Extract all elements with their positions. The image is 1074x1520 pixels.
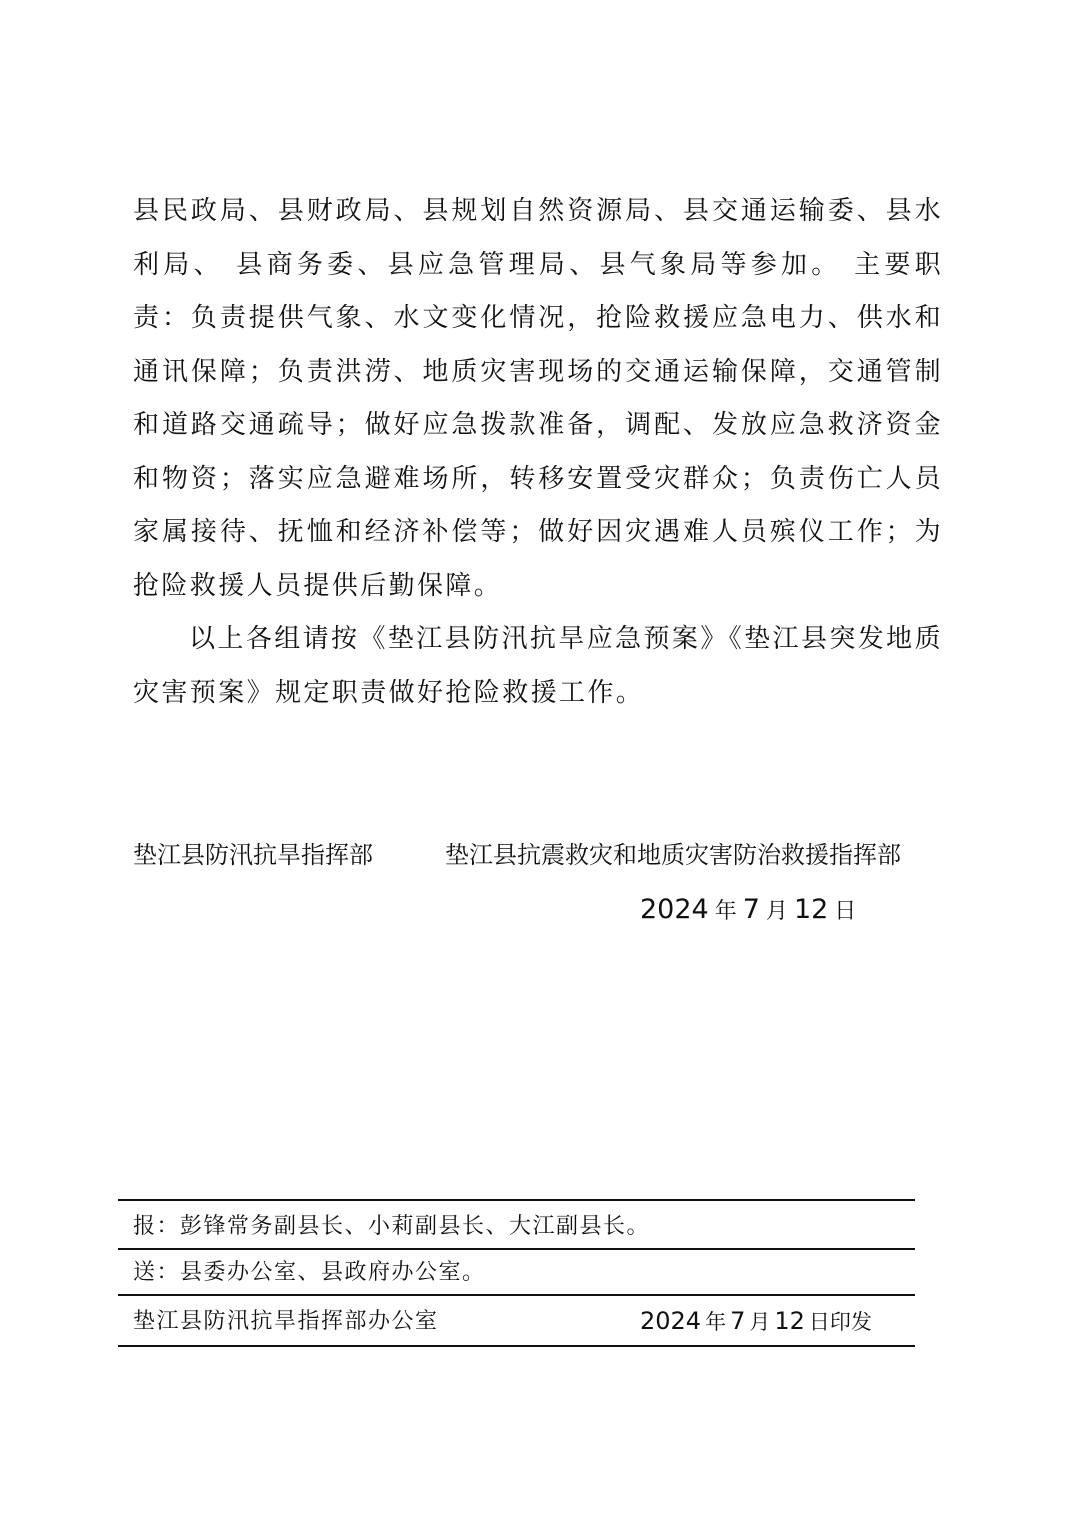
signature-org-flood-control: 垫江县防汛抗旱指挥部 <box>133 841 373 869</box>
footer-divider-bottom <box>118 1345 915 1347</box>
document-body <box>133 185 943 720</box>
footer-send-to: 送：县委办公室、县政府办公室。 <box>133 1260 486 1285</box>
issue-day-unit: 日印发 <box>808 1310 872 1334</box>
footer-issuer: 垫江县防汛抗旱指挥部办公室 <box>133 1309 439 1334</box>
issue-month-unit: 月 <box>749 1310 771 1334</box>
footer-divider <box>118 1248 915 1250</box>
date-year: 2024 <box>640 894 709 925</box>
date-year-unit: 年 <box>714 899 737 924</box>
footer-divider-top <box>118 1199 915 1201</box>
footer-divider <box>118 1294 915 1296</box>
signature-org-earthquake-relief: 垫江县抗震救灾和地质灾害防治救援指挥部 <box>445 841 901 869</box>
issue-year-unit: 年 <box>705 1310 727 1334</box>
date-month: 7 <box>742 894 760 925</box>
date-month-unit: 月 <box>765 899 788 924</box>
issue-month: 7 <box>730 1307 746 1335</box>
date-day: 12 <box>793 894 829 925</box>
footer-issue-date <box>640 1305 876 1339</box>
signature-date <box>640 890 862 932</box>
footer-report-to: 报：彭锋常务副县长、小莉副县长、大江副县长。 <box>133 1214 651 1239</box>
date-day-unit: 日 <box>834 899 857 924</box>
body-paragraph: 以上各组请按《垫江县防汛抗旱应急预案》《垫江县突发地质灾害预案》规定职责做好抢险救援工作。 <box>133 624 943 708</box>
issue-year: 2024 <box>640 1307 702 1335</box>
body-paragraph: 县民政局、县财政局、县规划自然资源局、县交通运输委、县水利局、 县商务委、县应急管理局、县气象局等参加。 主要职责：负责提供气象、水文变化情况，抢险救援应急电力、供水和通讯保障；负责洪涝、地质灾害现场的交通运输保障，交通管制和道路交通疏导；做好应急拨款准备，调配、发放应急救济资金和物资；落实应急避难场所，转移安置受灾群众；负责伤亡人员家属接待、抚恤和经济补偿等；做好因灾遇难人员殡仪工作；为抢险救援人员提供后勤保障。 <box>133 196 943 601</box>
issue-day: 12 <box>774 1307 805 1335</box>
